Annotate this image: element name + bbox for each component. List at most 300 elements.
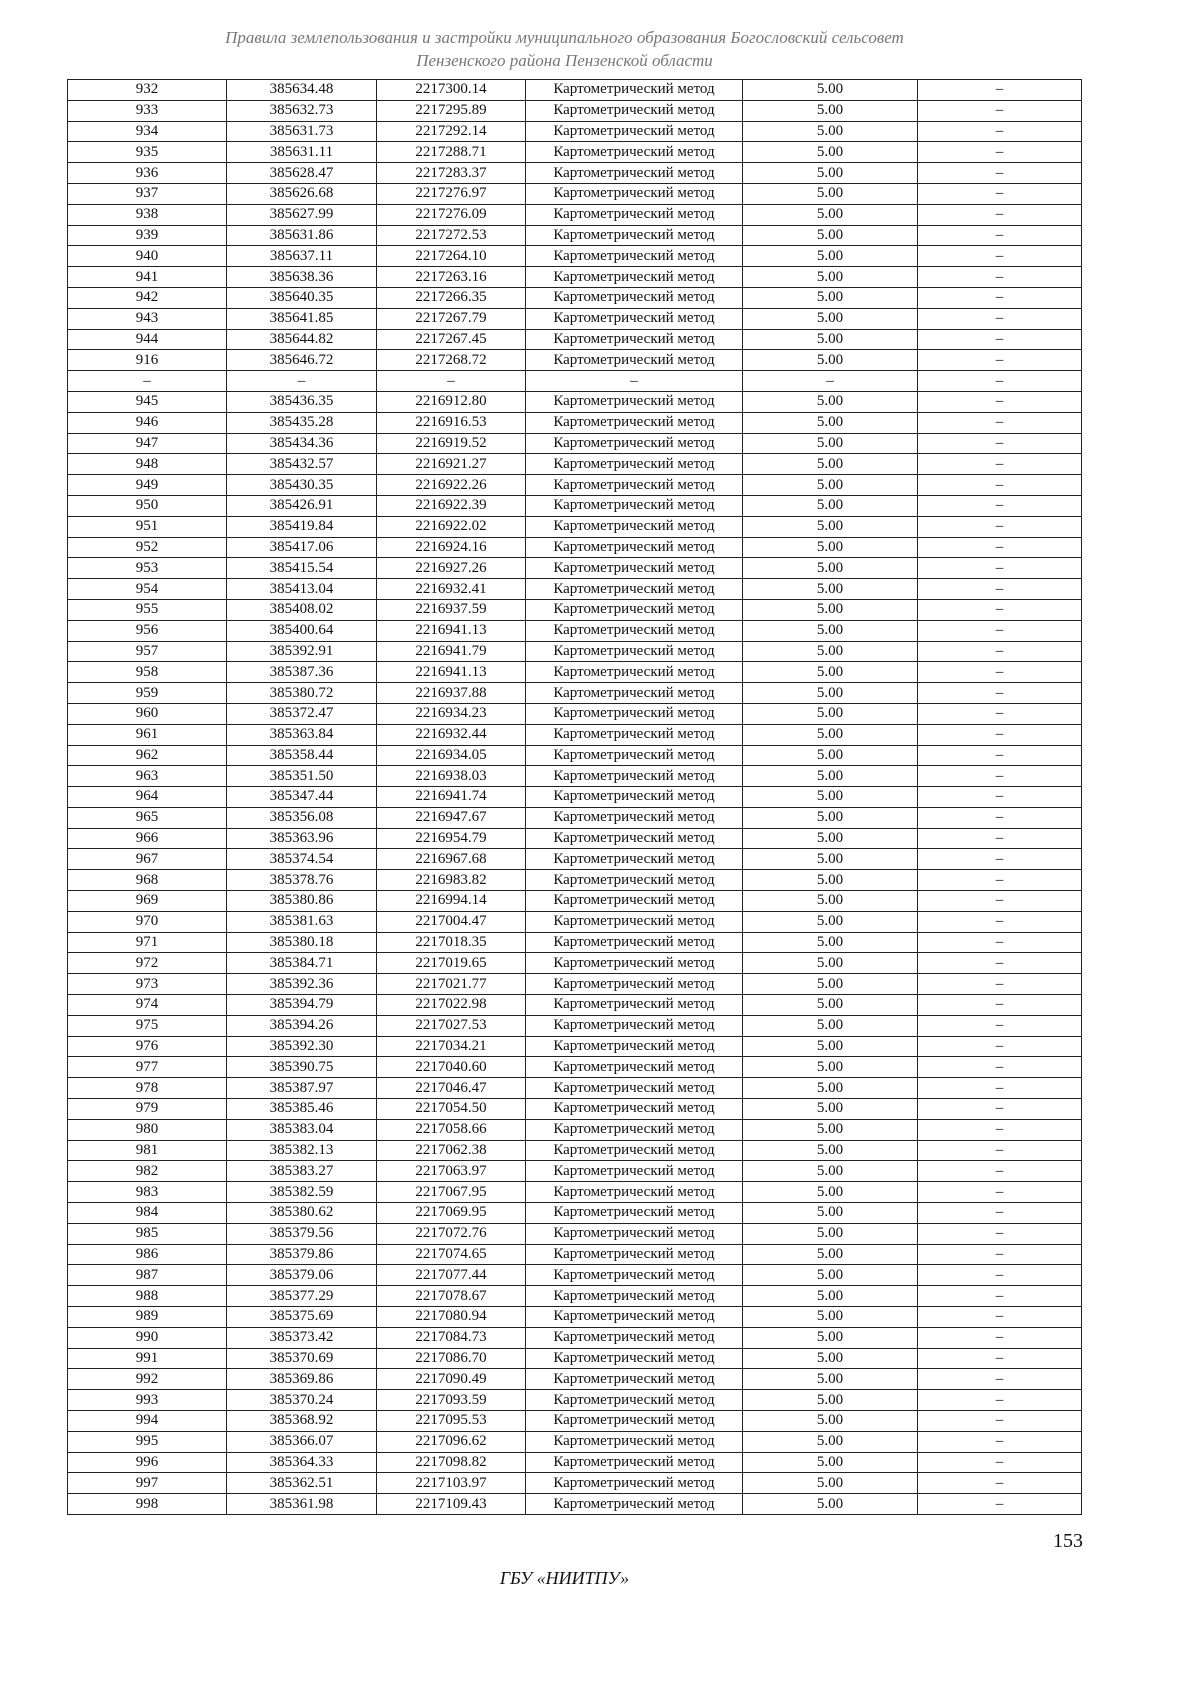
method-cell: Картометрический метод (526, 953, 743, 974)
point-number-cell: 957 (68, 641, 227, 662)
point-number-cell: 956 (68, 620, 227, 641)
point-number-cell: 977 (68, 1057, 227, 1078)
accuracy-cell: 5.00 (743, 599, 918, 620)
point-number-cell: 936 (68, 163, 227, 184)
method-cell: Картометрический метод (526, 225, 743, 246)
x-coordinate-cell: 385380.72 (227, 683, 377, 704)
x-coordinate-cell: 385362.51 (227, 1473, 377, 1494)
accuracy-cell: 5.00 (743, 683, 918, 704)
description-cell: – (918, 1078, 1082, 1099)
point-number-cell: 998 (68, 1494, 227, 1515)
y-coordinate-cell: 2217300.14 (377, 80, 526, 101)
point-number-cell: 997 (68, 1473, 227, 1494)
description-cell: – (918, 1182, 1082, 1203)
method-cell: Картометрический метод (526, 1161, 743, 1182)
table-row (68, 1411, 1082, 1432)
method-cell: Картометрический метод (526, 807, 743, 828)
table-row (68, 80, 1082, 101)
description-cell: – (918, 974, 1082, 995)
y-coordinate-cell: 2216932.44 (377, 724, 526, 745)
x-coordinate-cell: 385382.13 (227, 1140, 377, 1161)
table-row (68, 1452, 1082, 1473)
table-row (68, 391, 1082, 412)
table-row (68, 412, 1082, 433)
point-number-cell: 932 (68, 80, 227, 101)
table-row (68, 1244, 1082, 1265)
accuracy-cell: 5.00 (743, 1411, 918, 1432)
accuracy-cell: 5.00 (743, 1369, 918, 1390)
description-cell: – (918, 953, 1082, 974)
description-cell: – (918, 662, 1082, 683)
table-row (68, 1348, 1082, 1369)
description-cell: – (918, 371, 1082, 392)
accuracy-cell: 5.00 (743, 412, 918, 433)
point-number-cell: 976 (68, 1036, 227, 1057)
method-cell: Картометрический метод (526, 1182, 743, 1203)
table-row (68, 953, 1082, 974)
method-cell: Картометрический метод (526, 412, 743, 433)
y-coordinate-cell: 2216954.79 (377, 828, 526, 849)
accuracy-cell: 5.00 (743, 80, 918, 101)
header-line-2: Пензенского района Пензенской области (416, 51, 713, 70)
x-coordinate-cell: 385375.69 (227, 1307, 377, 1328)
description-cell: – (918, 787, 1082, 808)
accuracy-cell: 5.00 (743, 870, 918, 891)
y-coordinate-cell: 2216937.88 (377, 683, 526, 704)
x-coordinate-cell: 385381.63 (227, 911, 377, 932)
point-number-cell: 946 (68, 412, 227, 433)
accuracy-cell: 5.00 (743, 641, 918, 662)
point-number-cell: 968 (68, 870, 227, 891)
description-cell: – (918, 225, 1082, 246)
table-row (68, 828, 1082, 849)
y-coordinate-cell: 2217267.79 (377, 308, 526, 329)
accuracy-cell: 5.00 (743, 350, 918, 371)
description-cell: – (918, 412, 1082, 433)
method-cell: Картометрический метод (526, 163, 743, 184)
accuracy-cell: 5.00 (743, 1327, 918, 1348)
table-body (68, 80, 1082, 1515)
y-coordinate-cell: 2216967.68 (377, 849, 526, 870)
method-cell: Картометрический метод (526, 620, 743, 641)
method-cell: Картометрический метод (526, 454, 743, 475)
point-number-cell: 958 (68, 662, 227, 683)
table-row (68, 911, 1082, 932)
x-coordinate-cell: 385628.47 (227, 163, 377, 184)
accuracy-cell: 5.00 (743, 163, 918, 184)
point-number-cell: 937 (68, 183, 227, 204)
accuracy-cell: 5.00 (743, 1057, 918, 1078)
table-row (68, 163, 1082, 184)
accuracy-cell: 5.00 (743, 454, 918, 475)
accuracy-cell: 5.00 (743, 703, 918, 724)
method-cell: Картометрический метод (526, 641, 743, 662)
table-row (68, 1390, 1082, 1411)
y-coordinate-cell: 2217058.66 (377, 1119, 526, 1140)
description-cell: – (918, 433, 1082, 454)
description-cell: – (918, 807, 1082, 828)
y-coordinate-cell: 2217072.76 (377, 1223, 526, 1244)
x-coordinate-cell: 385627.99 (227, 204, 377, 225)
table-row (68, 1431, 1082, 1452)
method-cell: Картометрический метод (526, 1036, 743, 1057)
point-number-cell: 981 (68, 1140, 227, 1161)
y-coordinate-cell: 2217074.65 (377, 1244, 526, 1265)
accuracy-cell: 5.00 (743, 100, 918, 121)
accuracy-cell: 5.00 (743, 1203, 918, 1224)
point-number-cell: 995 (68, 1431, 227, 1452)
x-coordinate-cell: 385394.79 (227, 995, 377, 1016)
point-number-cell: 993 (68, 1390, 227, 1411)
method-cell: Картометрический метод (526, 1411, 743, 1432)
y-coordinate-cell: 2217295.89 (377, 100, 526, 121)
accuracy-cell: 5.00 (743, 267, 918, 288)
description-cell: – (918, 1369, 1082, 1390)
y-coordinate-cell: 2216922.39 (377, 495, 526, 516)
accuracy-cell: 5.00 (743, 142, 918, 163)
point-number-cell: 935 (68, 142, 227, 163)
x-coordinate-cell: 385380.86 (227, 891, 377, 912)
description-cell: – (918, 995, 1082, 1016)
accuracy-cell: 5.00 (743, 724, 918, 745)
y-coordinate-cell: 2217080.94 (377, 1307, 526, 1328)
description-cell: – (918, 1348, 1082, 1369)
method-cell: Картометрический метод (526, 787, 743, 808)
accuracy-cell: 5.00 (743, 1140, 918, 1161)
description-cell: – (918, 891, 1082, 912)
x-coordinate-cell: 385637.11 (227, 246, 377, 267)
y-coordinate-cell: 2216919.52 (377, 433, 526, 454)
x-coordinate-cell: 385387.36 (227, 662, 377, 683)
description-cell: – (918, 1203, 1082, 1224)
table-row (68, 1140, 1082, 1161)
accuracy-cell: 5.00 (743, 1244, 918, 1265)
accuracy-cell: 5.00 (743, 974, 918, 995)
point-number-cell: 991 (68, 1348, 227, 1369)
x-coordinate-cell: 385383.04 (227, 1119, 377, 1140)
description-cell: – (918, 703, 1082, 724)
point-number-cell: 942 (68, 287, 227, 308)
table-row (68, 641, 1082, 662)
table-row (68, 766, 1082, 787)
y-coordinate-cell: 2216941.79 (377, 641, 526, 662)
description-cell: – (918, 1431, 1082, 1452)
x-coordinate-cell: 385644.82 (227, 329, 377, 350)
x-coordinate-cell: 385374.54 (227, 849, 377, 870)
table-row (68, 683, 1082, 704)
description-cell: – (918, 183, 1082, 204)
x-coordinate-cell: 385358.44 (227, 745, 377, 766)
y-coordinate-cell: 2217109.43 (377, 1494, 526, 1515)
description-cell: – (918, 1161, 1082, 1182)
accuracy-cell: 5.00 (743, 1161, 918, 1182)
y-coordinate-cell: 2216912.80 (377, 391, 526, 412)
point-number-cell: 939 (68, 225, 227, 246)
description-cell: – (918, 308, 1082, 329)
x-coordinate-cell: 385370.24 (227, 1390, 377, 1411)
description-cell: – (918, 579, 1082, 600)
description-cell: – (918, 142, 1082, 163)
accuracy-cell: 5.00 (743, 1431, 918, 1452)
point-number-cell: 990 (68, 1327, 227, 1348)
accuracy-cell: 5.00 (743, 183, 918, 204)
y-coordinate-cell: 2216994.14 (377, 891, 526, 912)
method-cell: Картометрический метод (526, 599, 743, 620)
x-coordinate-cell: 385413.04 (227, 579, 377, 600)
point-number-cell: 969 (68, 891, 227, 912)
point-number-cell: 979 (68, 1099, 227, 1120)
description-cell: – (918, 1244, 1082, 1265)
table-row (68, 599, 1082, 620)
table-row (68, 1494, 1082, 1515)
method-cell: Картометрический метод (526, 1369, 743, 1390)
method-cell: Картометрический метод (526, 849, 743, 870)
x-coordinate-cell: 385387.97 (227, 1078, 377, 1099)
method-cell: Картометрический метод (526, 745, 743, 766)
method-cell: Картометрический метод (526, 495, 743, 516)
description-cell: – (918, 599, 1082, 620)
method-cell: Картометрический метод (526, 911, 743, 932)
table-row (68, 100, 1082, 121)
point-number-cell: 947 (68, 433, 227, 454)
method-cell: Картометрический метод (526, 1203, 743, 1224)
table-row (68, 350, 1082, 371)
x-coordinate-cell: 385347.44 (227, 787, 377, 808)
y-coordinate-cell: 2217046.47 (377, 1078, 526, 1099)
description-cell: – (918, 1473, 1082, 1494)
x-coordinate-cell: 385390.75 (227, 1057, 377, 1078)
y-coordinate-cell: 2216932.41 (377, 579, 526, 600)
x-coordinate-cell: 385432.57 (227, 454, 377, 475)
accuracy-cell: 5.00 (743, 1452, 918, 1473)
y-coordinate-cell: 2217027.53 (377, 1015, 526, 1036)
table-row (68, 267, 1082, 288)
accuracy-cell: 5.00 (743, 204, 918, 225)
method-cell: Картометрический метод (526, 558, 743, 579)
y-coordinate-cell: 2217093.59 (377, 1390, 526, 1411)
table-row (68, 558, 1082, 579)
x-coordinate-cell: 385383.27 (227, 1161, 377, 1182)
point-number-cell: 953 (68, 558, 227, 579)
method-cell: Картометрический метод (526, 350, 743, 371)
method-cell: Картометрический метод (526, 537, 743, 558)
table-row (68, 371, 1082, 392)
table-row (68, 745, 1082, 766)
y-coordinate-cell: 2216941.74 (377, 787, 526, 808)
x-coordinate-cell: 385638.36 (227, 267, 377, 288)
point-number-cell: 964 (68, 787, 227, 808)
x-coordinate-cell: 385370.69 (227, 1348, 377, 1369)
x-coordinate-cell: 385641.85 (227, 308, 377, 329)
description-cell: – (918, 558, 1082, 579)
point-number-cell: 948 (68, 454, 227, 475)
method-cell: Картометрический метод (526, 433, 743, 454)
point-number-cell: 983 (68, 1182, 227, 1203)
y-coordinate-cell: 2217268.72 (377, 350, 526, 371)
y-coordinate-cell: 2216937.59 (377, 599, 526, 620)
description-cell: – (918, 932, 1082, 953)
x-coordinate-cell: 385366.07 (227, 1431, 377, 1452)
y-coordinate-cell: 2217098.82 (377, 1452, 526, 1473)
table-row (68, 516, 1082, 537)
coordinates-table (67, 79, 1082, 1515)
method-cell: Картометрический метод (526, 1078, 743, 1099)
point-number-cell: 984 (68, 1203, 227, 1224)
x-coordinate-cell: 385380.62 (227, 1203, 377, 1224)
point-number-cell: 916 (68, 350, 227, 371)
description-cell: – (918, 121, 1082, 142)
table-row (68, 329, 1082, 350)
accuracy-cell: 5.00 (743, 849, 918, 870)
x-coordinate-cell: 385368.92 (227, 1411, 377, 1432)
accuracy-cell: 5.00 (743, 1307, 918, 1328)
description-cell: – (918, 537, 1082, 558)
y-coordinate-cell: 2216947.67 (377, 807, 526, 828)
description-cell: – (918, 454, 1082, 475)
x-coordinate-cell: 385392.30 (227, 1036, 377, 1057)
x-coordinate-cell: 385372.47 (227, 703, 377, 724)
x-coordinate-cell: 385363.84 (227, 724, 377, 745)
x-coordinate-cell: 385417.06 (227, 537, 377, 558)
method-cell: Картометрический метод (526, 267, 743, 288)
accuracy-cell: 5.00 (743, 475, 918, 496)
accuracy-cell: 5.00 (743, 121, 918, 142)
description-cell: – (918, 870, 1082, 891)
point-number-cell: 933 (68, 100, 227, 121)
method-cell: Картометрический метод (526, 662, 743, 683)
description-cell: – (918, 1057, 1082, 1078)
table-row (68, 1015, 1082, 1036)
table-row (68, 579, 1082, 600)
table-row (68, 1223, 1082, 1244)
y-coordinate-cell: 2217096.62 (377, 1431, 526, 1452)
point-number-cell: 966 (68, 828, 227, 849)
table-row (68, 1327, 1082, 1348)
accuracy-cell: 5.00 (743, 579, 918, 600)
x-coordinate-cell: 385394.26 (227, 1015, 377, 1036)
y-coordinate-cell: 2216941.13 (377, 620, 526, 641)
header-line-1: Правила землепользования и застройки муниципального образования Богословский сельсовет (225, 28, 904, 47)
y-coordinate-cell: 2216938.03 (377, 766, 526, 787)
description-cell: – (918, 80, 1082, 101)
point-number-cell: 934 (68, 121, 227, 142)
x-coordinate-cell: 385351.50 (227, 766, 377, 787)
point-number-cell: 963 (68, 766, 227, 787)
table-row (68, 454, 1082, 475)
method-cell: Картометрический метод (526, 1015, 743, 1036)
table-row (68, 1182, 1082, 1203)
method-cell: Картометрический метод (526, 683, 743, 704)
x-coordinate-cell: 385385.46 (227, 1099, 377, 1120)
x-coordinate-cell: 385364.33 (227, 1452, 377, 1473)
y-coordinate-cell: 2216922.02 (377, 516, 526, 537)
x-coordinate-cell: 385408.02 (227, 599, 377, 620)
method-cell: Картометрический метод (526, 1265, 743, 1286)
point-number-cell: 973 (68, 974, 227, 995)
description-cell: – (918, 683, 1082, 704)
y-coordinate-cell: 2216934.05 (377, 745, 526, 766)
description-cell: – (918, 828, 1082, 849)
y-coordinate-cell: 2217276.97 (377, 183, 526, 204)
accuracy-cell: 5.00 (743, 953, 918, 974)
x-coordinate-cell: 385640.35 (227, 287, 377, 308)
accuracy-cell: 5.00 (743, 433, 918, 454)
method-cell: Картометрический метод (526, 1244, 743, 1265)
y-coordinate-cell: 2217062.38 (377, 1140, 526, 1161)
point-number-cell: 970 (68, 911, 227, 932)
x-coordinate-cell: 385632.73 (227, 100, 377, 121)
method-cell: Картометрический метод (526, 1099, 743, 1120)
page-header (0, 26, 1129, 72)
accuracy-cell: 5.00 (743, 620, 918, 641)
point-number-cell: 988 (68, 1286, 227, 1307)
description-cell: – (918, 516, 1082, 537)
method-cell: Картометрический метод (526, 932, 743, 953)
point-number-cell: 952 (68, 537, 227, 558)
table-row (68, 1119, 1082, 1140)
accuracy-cell: 5.00 (743, 1099, 918, 1120)
point-number-cell: 944 (68, 329, 227, 350)
y-coordinate-cell: 2217292.14 (377, 121, 526, 142)
accuracy-cell: 5.00 (743, 1078, 918, 1099)
accuracy-cell: 5.00 (743, 891, 918, 912)
x-coordinate-cell: 385631.73 (227, 121, 377, 142)
point-number-cell: 941 (68, 267, 227, 288)
description-cell: – (918, 620, 1082, 641)
table-row (68, 287, 1082, 308)
y-coordinate-cell: 2217021.77 (377, 974, 526, 995)
method-cell: Картометрический метод (526, 142, 743, 163)
table-row (68, 308, 1082, 329)
point-number-cell: 996 (68, 1452, 227, 1473)
table-row (68, 807, 1082, 828)
table-row (68, 1161, 1082, 1182)
x-coordinate-cell: 385436.35 (227, 391, 377, 412)
point-number-cell: 938 (68, 204, 227, 225)
accuracy-cell: 5.00 (743, 391, 918, 412)
x-coordinate-cell: 385380.18 (227, 932, 377, 953)
point-number-cell: – (68, 371, 227, 392)
page-footer: ГБУ «НИИТПУ» (499, 1568, 630, 1588)
y-coordinate-cell: 2217063.97 (377, 1161, 526, 1182)
accuracy-cell: 5.00 (743, 558, 918, 579)
method-cell: Картометрический метод (526, 1390, 743, 1411)
description-cell: – (918, 1327, 1082, 1348)
x-coordinate-cell: 385415.54 (227, 558, 377, 579)
y-coordinate-cell: 2217040.60 (377, 1057, 526, 1078)
description-cell: – (918, 1286, 1082, 1307)
table-row (68, 1057, 1082, 1078)
point-number-cell: 985 (68, 1223, 227, 1244)
table-row (68, 1473, 1082, 1494)
point-number-cell: 975 (68, 1015, 227, 1036)
accuracy-cell: 5.00 (743, 1015, 918, 1036)
accuracy-cell: 5.00 (743, 1348, 918, 1369)
point-number-cell: 987 (68, 1265, 227, 1286)
description-cell: – (918, 475, 1082, 496)
y-coordinate-cell: 2217004.47 (377, 911, 526, 932)
point-number-cell: 978 (68, 1078, 227, 1099)
y-coordinate-cell: 2217264.10 (377, 246, 526, 267)
y-coordinate-cell: 2216921.27 (377, 454, 526, 475)
point-number-cell: 989 (68, 1307, 227, 1328)
accuracy-cell: 5.00 (743, 807, 918, 828)
accuracy-cell: 5.00 (743, 329, 918, 350)
description-cell: – (918, 163, 1082, 184)
table-row (68, 225, 1082, 246)
y-coordinate-cell: – (377, 371, 526, 392)
method-cell: Картометрический метод (526, 183, 743, 204)
